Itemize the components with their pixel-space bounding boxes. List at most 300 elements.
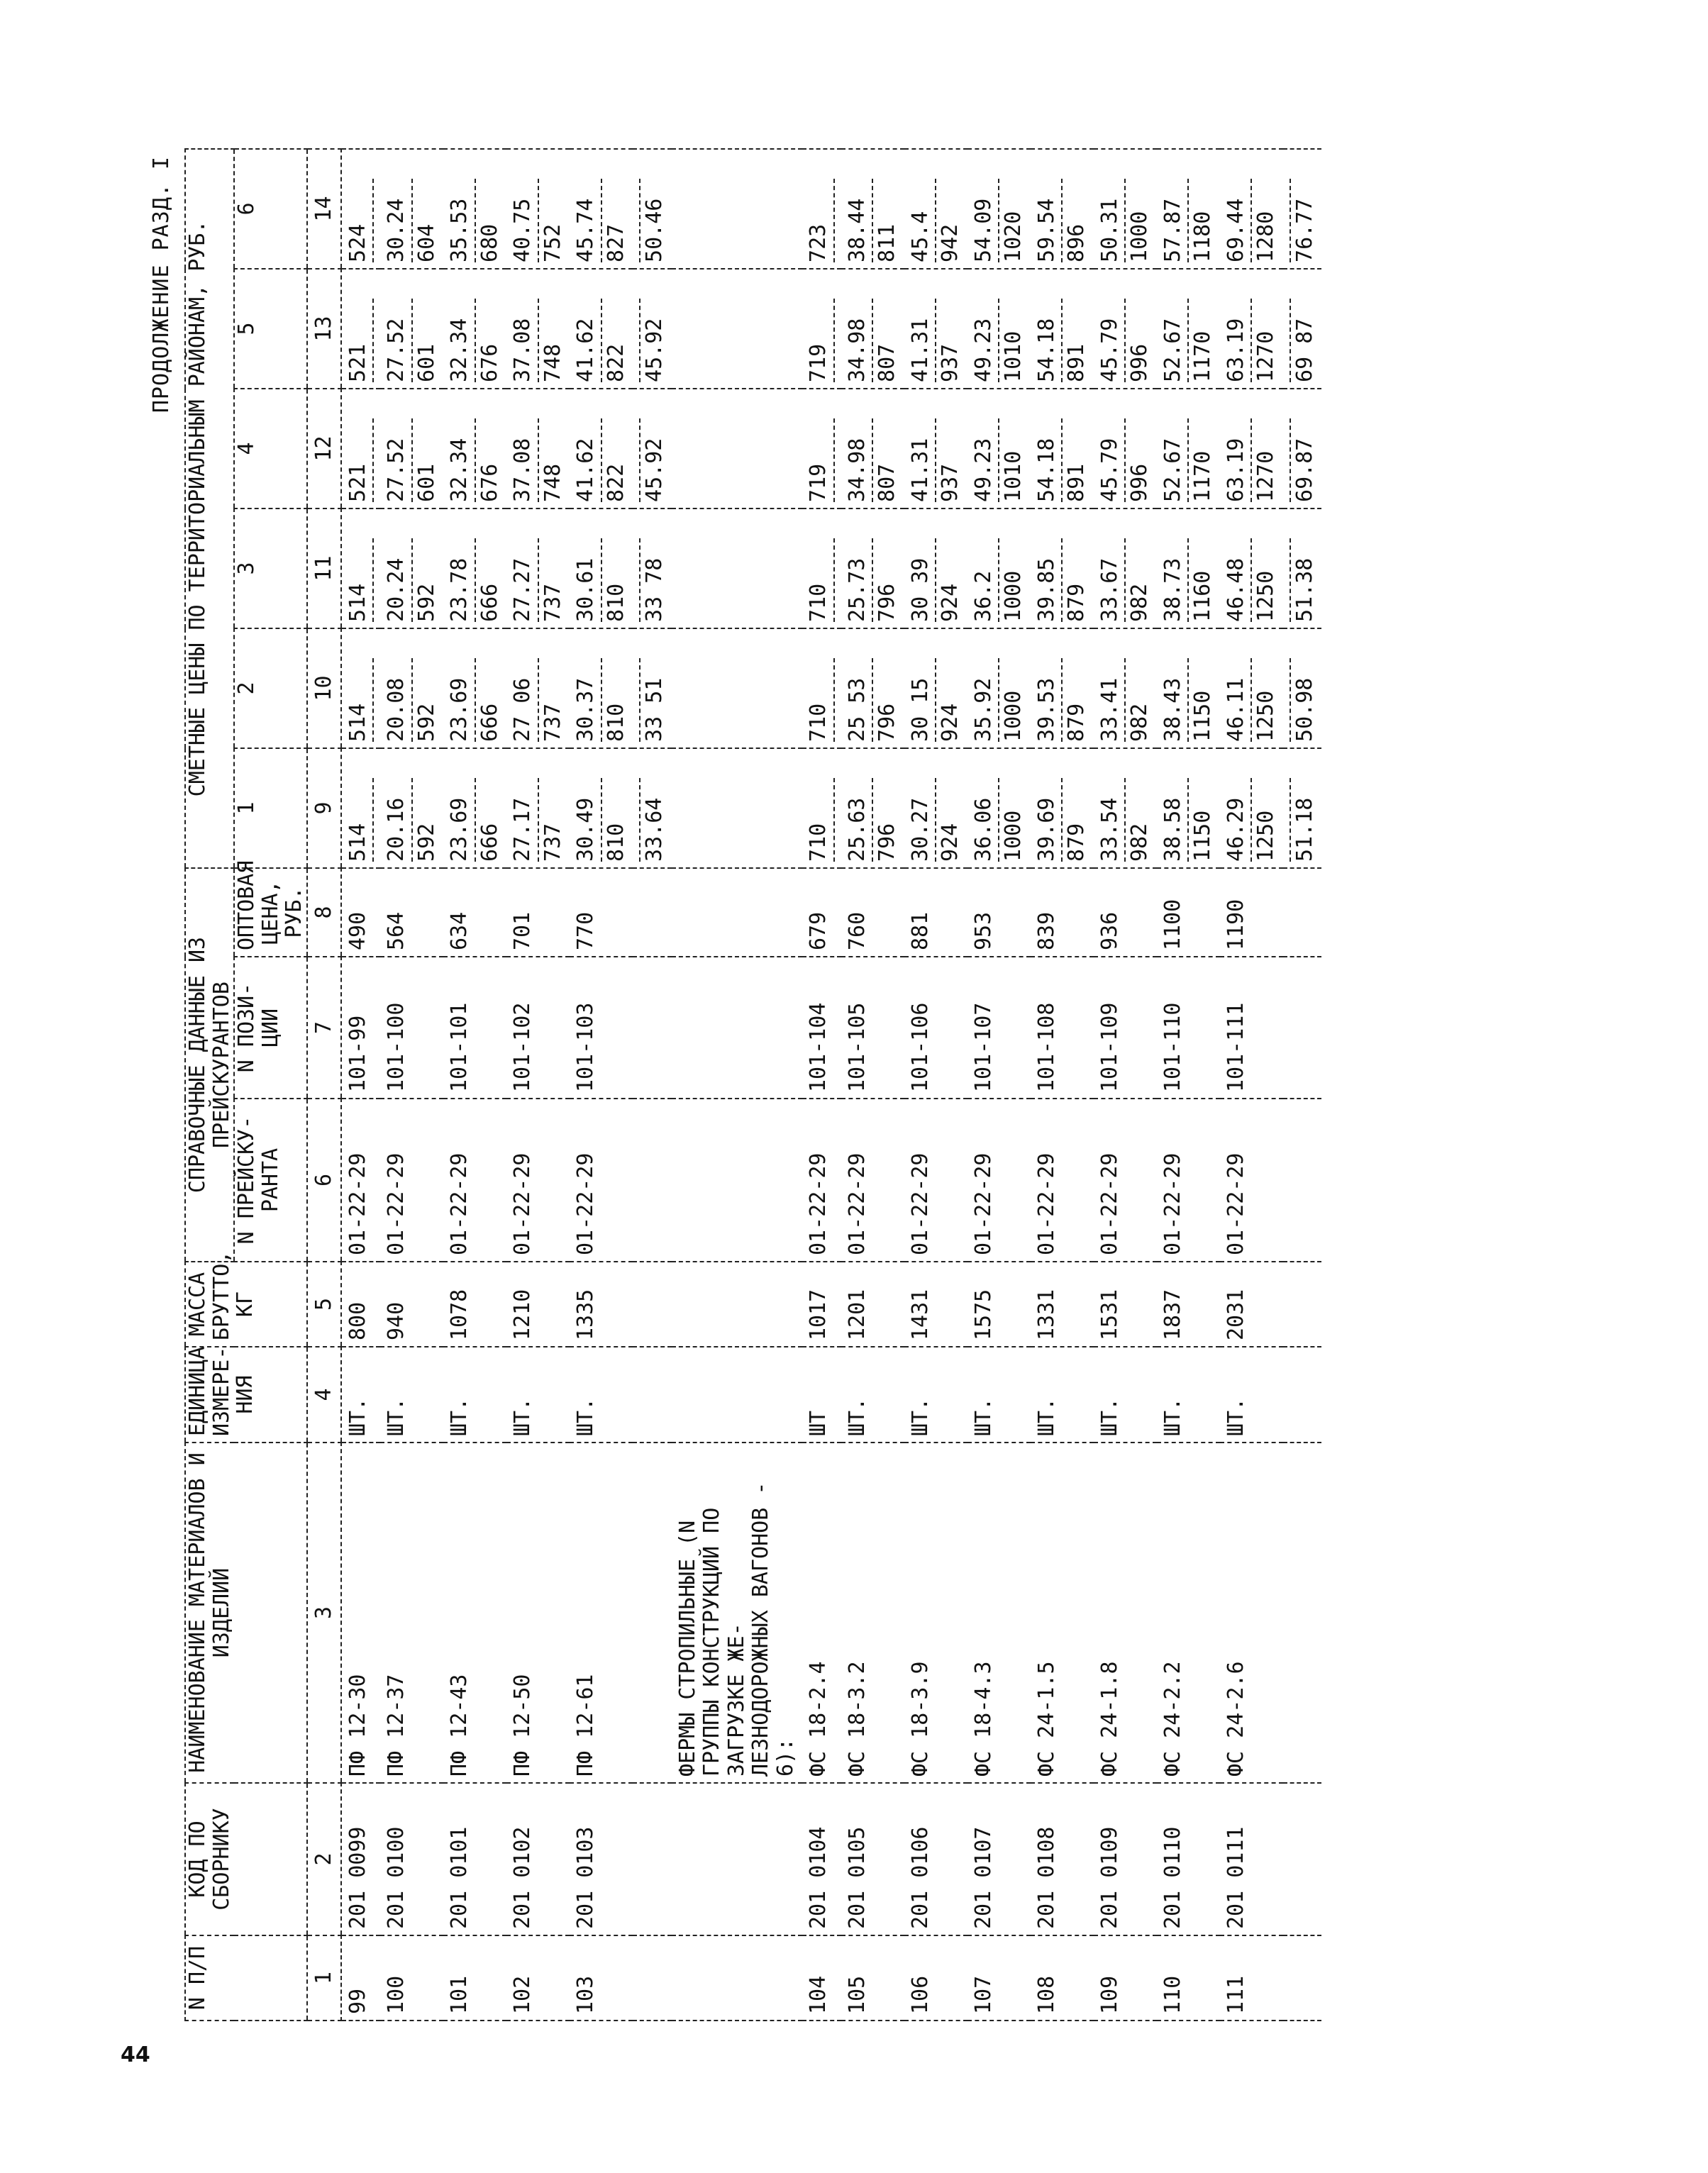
- price-total: 1170: [1190, 330, 1216, 382]
- price-divider: [601, 418, 602, 502]
- price-total: 1280: [1253, 211, 1279, 262]
- col-number: 10: [307, 628, 341, 748]
- row-price: [967, 149, 1031, 269]
- row-price: [1157, 389, 1220, 508]
- price-transport: 30.49: [573, 797, 599, 862]
- price-total: 748: [540, 343, 565, 382]
- row-code: 201 0106: [904, 1783, 967, 1935]
- row-name: ФС 24-2.2: [1157, 1443, 1220, 1783]
- row-price: [506, 628, 570, 748]
- row-name: ПФ 12-30: [341, 1443, 381, 1783]
- cell-empty: [672, 389, 803, 508]
- price-total: 896: [1064, 223, 1089, 262]
- row-price-extra: [633, 389, 672, 508]
- row-name: ПФ 12-37: [380, 1443, 443, 1783]
- price-transport: 38.43: [1160, 677, 1185, 742]
- price-divider: [1290, 418, 1291, 502]
- price-divider: [1124, 418, 1126, 502]
- row-wholesale: 701: [506, 868, 570, 957]
- price-total: 1250: [1253, 810, 1279, 862]
- row-number: 99: [341, 1935, 381, 2021]
- header-region: 5: [234, 269, 307, 389]
- row-price: [1157, 748, 1220, 868]
- price-divider: [998, 538, 999, 622]
- row-price: [506, 149, 570, 269]
- row-number: 109: [1094, 1935, 1157, 2021]
- price-total: 1150: [1190, 690, 1216, 742]
- row-wholesale: 881: [904, 868, 967, 957]
- cell-empty: [1283, 1443, 1322, 1783]
- row-wholesale: 953: [967, 868, 1031, 957]
- price-total: 604: [414, 223, 439, 262]
- cell-empty: [1283, 957, 1322, 1099]
- price-divider: [475, 179, 476, 262]
- row-price: [1031, 748, 1094, 868]
- price-transport: 52.67: [1160, 438, 1185, 502]
- row-price: [802, 748, 841, 868]
- cell-empty: [1283, 1935, 1322, 2021]
- price-transport: 37.08: [510, 438, 536, 502]
- price-total: 601: [414, 343, 439, 382]
- price-transport: 25.63: [844, 797, 870, 862]
- row-number: 106: [904, 1935, 967, 2021]
- row-price-extra: [1283, 628, 1322, 748]
- price-total: 924: [938, 823, 963, 862]
- price-total: 810: [603, 823, 628, 862]
- row-price-extra: [633, 149, 672, 269]
- col-number: 6: [307, 1099, 341, 1262]
- price-transport: 30.37: [573, 677, 599, 742]
- price-divider: [998, 778, 999, 862]
- price-total: 937: [938, 343, 963, 382]
- row-number: 103: [570, 1935, 633, 2021]
- row-wholesale: 1100: [1157, 868, 1220, 957]
- table-row: [443, 149, 506, 2021]
- col-number: 11: [307, 508, 341, 628]
- row-code: 201 0107: [967, 1783, 1031, 1935]
- price-transport: 30 15: [907, 677, 933, 742]
- price-transport: 33.41: [1097, 677, 1122, 742]
- price-divider: [538, 658, 539, 742]
- header-region: 3: [234, 508, 307, 628]
- price-transport: 30.61: [573, 557, 599, 622]
- header-region: 2: [234, 628, 307, 748]
- row-price: [1094, 389, 1157, 508]
- price-extra-value: 33 78: [642, 557, 667, 622]
- header-code: КОД ПО СБОРНИКУ: [185, 1783, 307, 1935]
- price-transport: 39.85: [1033, 557, 1059, 622]
- price-divider: [475, 658, 476, 742]
- row-price: [1031, 628, 1094, 748]
- price-transport: 25.73: [844, 557, 870, 622]
- row-number: 111: [1220, 1935, 1283, 2021]
- row-price: [380, 508, 443, 628]
- price-transport: 719: [806, 343, 831, 382]
- price-divider: [538, 538, 539, 622]
- price-transport: 23.69: [447, 677, 472, 742]
- price-divider: [1250, 538, 1252, 622]
- row-price: [1094, 508, 1157, 628]
- price-transport: 57.87: [1160, 198, 1185, 262]
- row-price: [570, 269, 633, 389]
- price-divider: [1061, 418, 1063, 502]
- row-position: 101-104: [802, 957, 841, 1099]
- row-price: [570, 389, 633, 508]
- price-total: 807: [875, 343, 900, 382]
- row-price: [341, 508, 381, 628]
- price-divider: [411, 299, 413, 382]
- row-name: ФС 24-1.5: [1031, 1443, 1094, 1783]
- row-price-extra: [633, 748, 672, 868]
- header-name: НАИМЕНОВАНИЕ МАТЕРИАЛОВ И ИЗДЕЛИЙ: [185, 1443, 307, 1783]
- row-price: [967, 269, 1031, 389]
- price-total: 879: [1064, 703, 1089, 742]
- row-mass: 1078: [443, 1262, 506, 1347]
- table-row: [1094, 149, 1157, 2021]
- price-total: 924: [938, 583, 963, 622]
- row-price-extra: [1283, 748, 1322, 868]
- row-price: [802, 269, 841, 389]
- cell-empty: [1283, 868, 1322, 957]
- header-region: 4: [234, 389, 307, 508]
- price-transport: 32.34: [447, 318, 472, 382]
- price-divider: [935, 299, 936, 382]
- row-code: 201 0102: [506, 1783, 570, 1935]
- row-name: ФС 18-3.2: [841, 1443, 904, 1783]
- row-price: [1220, 508, 1283, 628]
- row-position: 101-103: [570, 957, 633, 1099]
- price-transport: 710: [806, 583, 831, 622]
- row-mass: 1335: [570, 1262, 633, 1347]
- price-divider: [1290, 538, 1291, 622]
- price-total: 748: [540, 463, 565, 502]
- price-total: 1250: [1253, 690, 1279, 742]
- cell-empty: [633, 1783, 672, 1935]
- row-pricelist: 01-22-29: [1220, 1099, 1283, 1262]
- row-pricelist: 01-22-29: [802, 1099, 841, 1262]
- cell-empty: [633, 1935, 672, 2021]
- price-transport: 38.44: [844, 198, 870, 262]
- price-transport: 30 39: [907, 557, 933, 622]
- price-transport: 27 06: [510, 677, 536, 742]
- row-name: ФС 18-2.4: [802, 1443, 841, 1783]
- price-transport: 39.53: [1033, 677, 1059, 742]
- col-number: 5: [307, 1262, 341, 1347]
- price-transport: 514: [345, 703, 370, 742]
- row-price: [570, 748, 633, 868]
- price-transport: 45.74: [573, 198, 599, 262]
- header-region: 1: [234, 748, 307, 868]
- price-total: 1000: [1001, 690, 1026, 742]
- price-divider: [372, 778, 374, 862]
- price-divider: [872, 538, 873, 622]
- row-number: 105: [841, 1935, 904, 2021]
- price-total: 982: [1127, 703, 1153, 742]
- row-price-extra: [1283, 508, 1322, 628]
- price-extra-value: 33.64: [642, 797, 667, 862]
- price-transport: 710: [806, 703, 831, 742]
- row-unit: ШТ.: [506, 1347, 570, 1443]
- price-total: 666: [477, 703, 502, 742]
- price-total: 810: [603, 583, 628, 622]
- row-price: [841, 748, 904, 868]
- price-total: 1010: [1001, 330, 1026, 382]
- price-total: 592: [414, 703, 439, 742]
- price-divider: [833, 418, 835, 502]
- price-transport: 35.53: [447, 198, 472, 262]
- price-divider: [411, 538, 413, 622]
- price-transport: 23.78: [447, 557, 472, 622]
- row-number: 101: [443, 1935, 506, 2021]
- price-transport: 41.31: [907, 438, 933, 502]
- row-mass: 1575: [967, 1262, 1031, 1347]
- price-divider: [998, 299, 999, 382]
- row-code: 201 0099: [341, 1783, 381, 1935]
- price-total: 676: [477, 343, 502, 382]
- row-price: [341, 748, 381, 868]
- table-row-extra: [633, 149, 672, 2021]
- row-price: [802, 149, 841, 269]
- price-divider: [935, 778, 936, 862]
- price-divider: [833, 179, 835, 262]
- page-number: 44: [121, 2043, 150, 2067]
- price-total: 601: [414, 463, 439, 502]
- row-pricelist: 01-22-29: [1157, 1099, 1220, 1262]
- cell-empty: [672, 1099, 803, 1262]
- price-divider: [1290, 179, 1291, 262]
- price-transport: 52.67: [1160, 318, 1185, 382]
- price-divider: [935, 179, 936, 262]
- price-transport: 63.19: [1223, 438, 1248, 502]
- row-position: 101-111: [1220, 957, 1283, 1099]
- price-divider: [935, 658, 936, 742]
- price-total: 737: [540, 823, 565, 862]
- price-divider: [372, 658, 374, 742]
- price-divider: [872, 418, 873, 502]
- price-total: 1270: [1253, 450, 1279, 502]
- price-extra-value: 45.92: [642, 438, 667, 502]
- row-wholesale: 490: [341, 868, 381, 957]
- header-pricelist: N ПРЕЙСКУ- РАНТА: [234, 1099, 307, 1262]
- row-mass: 1431: [904, 1262, 967, 1347]
- price-divider: [1187, 418, 1189, 502]
- price-transport: 30.24: [384, 198, 409, 262]
- cell-empty: [672, 1783, 803, 1935]
- price-extra-value: 45.92: [642, 318, 667, 382]
- row-price: [904, 508, 967, 628]
- row-price: [380, 628, 443, 748]
- price-divider: [372, 538, 374, 622]
- price-divider: [1124, 538, 1126, 622]
- price-total: 680: [477, 223, 502, 262]
- col-number: 14: [307, 149, 341, 269]
- price-total: 796: [875, 583, 900, 622]
- row-mass: 1837: [1157, 1262, 1220, 1347]
- table-row: [802, 149, 841, 2021]
- col-number: 4: [307, 1347, 341, 1443]
- price-divider: [475, 418, 476, 502]
- row-price: [506, 389, 570, 508]
- price-transport: 41.31: [907, 318, 933, 382]
- price-table: [184, 148, 1321, 2021]
- price-divider: [1187, 179, 1189, 262]
- header-unit: ЕДИНИЦА ИЗМЕРЕ- НИЯ: [185, 1347, 307, 1443]
- row-pricelist: 01-22-29: [1031, 1099, 1094, 1262]
- row-number: 110: [1157, 1935, 1220, 2021]
- row-price: [341, 269, 381, 389]
- cell-empty: [1283, 1099, 1322, 1262]
- row-price: [841, 389, 904, 508]
- row-pricelist: 01-22-29: [380, 1099, 443, 1262]
- row-price: [1031, 508, 1094, 628]
- col-number: 1: [307, 1935, 341, 2021]
- row-price: [841, 628, 904, 748]
- row-wholesale: 839: [1031, 868, 1094, 957]
- price-total: 810: [603, 703, 628, 742]
- row-price-extra: [1283, 149, 1322, 269]
- row-price: [341, 389, 381, 508]
- price-divider: [1290, 658, 1291, 742]
- row-mass: 1017: [802, 1262, 841, 1347]
- price-transport: 46.48: [1223, 557, 1248, 622]
- row-position: 101-108: [1031, 957, 1094, 1099]
- price-total: 676: [477, 463, 502, 502]
- price-total: 737: [540, 703, 565, 742]
- price-transport: 723: [806, 223, 831, 262]
- row-pricelist: 01-22-29: [341, 1099, 381, 1262]
- cell-empty: [672, 957, 803, 1099]
- row-position: 101-101: [443, 957, 506, 1099]
- price-extra-value: 51.18: [1292, 797, 1317, 862]
- row-mass: 1531: [1094, 1262, 1157, 1347]
- row-code: 201 0101: [443, 1783, 506, 1935]
- price-transport: 25 53: [844, 677, 870, 742]
- price-transport: 27.27: [510, 557, 536, 622]
- price-divider: [639, 179, 640, 262]
- price-total: 937: [938, 463, 963, 502]
- price-divider: [1187, 658, 1189, 742]
- row-price: [904, 748, 967, 868]
- price-transport: 46.11: [1223, 677, 1248, 742]
- cell-empty: [672, 868, 803, 957]
- price-divider: [1061, 538, 1063, 622]
- row-price: [443, 389, 506, 508]
- price-total: 811: [875, 223, 900, 262]
- price-total: 807: [875, 463, 900, 502]
- cell-empty: [633, 1347, 672, 1443]
- col-number: 2: [307, 1783, 341, 1935]
- price-divider: [1187, 778, 1189, 862]
- row-price: [570, 628, 633, 748]
- price-total: 666: [477, 583, 502, 622]
- row-unit: ШТ: [802, 1347, 841, 1443]
- table-row: [1220, 149, 1283, 2021]
- row-price: [506, 748, 570, 868]
- row-price: [1157, 628, 1220, 748]
- price-divider: [1250, 299, 1252, 382]
- price-transport: 54.18: [1033, 318, 1059, 382]
- row-mass: 1331: [1031, 1262, 1094, 1347]
- price-divider: [872, 778, 873, 862]
- price-divider: [411, 778, 413, 862]
- price-transport: 41.62: [573, 318, 599, 382]
- row-pricelist: 01-22-29: [443, 1099, 506, 1262]
- row-number: 102: [506, 1935, 570, 2021]
- row-name: ФС 18-4.3: [967, 1443, 1031, 1783]
- price-total: 827: [603, 223, 628, 262]
- row-position: 101-106: [904, 957, 967, 1099]
- row-price: [1220, 389, 1283, 508]
- table-row: [904, 149, 967, 2021]
- price-transport: 27.52: [384, 438, 409, 502]
- row-number: 100: [380, 1935, 443, 2021]
- row-position: 101-105: [841, 957, 904, 1099]
- cell-empty: [633, 1099, 672, 1262]
- row-mass: 940: [380, 1262, 443, 1347]
- cell-empty: [672, 748, 803, 868]
- price-transport: 30.27: [907, 797, 933, 862]
- price-divider: [1187, 538, 1189, 622]
- col-number: 13: [307, 269, 341, 389]
- price-divider: [538, 299, 539, 382]
- price-extra-value: 50.46: [642, 198, 667, 262]
- price-divider: [601, 778, 602, 862]
- col-number: 7: [307, 957, 341, 1099]
- cell-empty: [1283, 1262, 1322, 1347]
- price-extra-value: 69 87: [1292, 318, 1317, 382]
- price-total: 822: [603, 343, 628, 382]
- price-total: 666: [477, 823, 502, 862]
- row-price: [802, 628, 841, 748]
- table-row: [506, 149, 570, 2021]
- price-total: 891: [1064, 343, 1089, 382]
- price-divider: [1250, 179, 1252, 262]
- cell-empty: [1283, 1347, 1322, 1443]
- price-transport: 63.19: [1223, 318, 1248, 382]
- header-position: N ПОЗИ- ЦИИ: [234, 957, 307, 1099]
- row-price-extra: [633, 269, 672, 389]
- row-price: [802, 508, 841, 628]
- price-extra-value: 76.77: [1292, 198, 1317, 262]
- price-total: 822: [603, 463, 628, 502]
- row-price: [1094, 269, 1157, 389]
- row-name: ПФ 12-43: [443, 1443, 506, 1783]
- row-position: 101-107: [967, 957, 1031, 1099]
- price-divider: [1061, 179, 1063, 262]
- row-unit: ШТ.: [967, 1347, 1031, 1443]
- price-divider: [1250, 778, 1252, 862]
- row-price: [570, 508, 633, 628]
- row-price-extra: [633, 508, 672, 628]
- price-divider: [998, 418, 999, 502]
- price-divider: [372, 418, 374, 502]
- price-divider: [372, 179, 374, 262]
- price-transport: 39.69: [1033, 797, 1059, 862]
- price-divider: [639, 778, 640, 862]
- price-transport: 710: [806, 823, 831, 862]
- price-transport: 32.34: [447, 438, 472, 502]
- row-code: 201 0105: [841, 1783, 904, 1935]
- price-divider: [411, 179, 413, 262]
- price-divider: [475, 299, 476, 382]
- cell-empty: [672, 508, 803, 628]
- price-transport: 36.2: [970, 570, 996, 622]
- row-name: ФС 24-2.6: [1220, 1443, 1283, 1783]
- row-price: [443, 149, 506, 269]
- row-unit: ШТ.: [443, 1347, 506, 1443]
- price-total: 592: [414, 583, 439, 622]
- row-unit: ШТ.: [1157, 1347, 1220, 1443]
